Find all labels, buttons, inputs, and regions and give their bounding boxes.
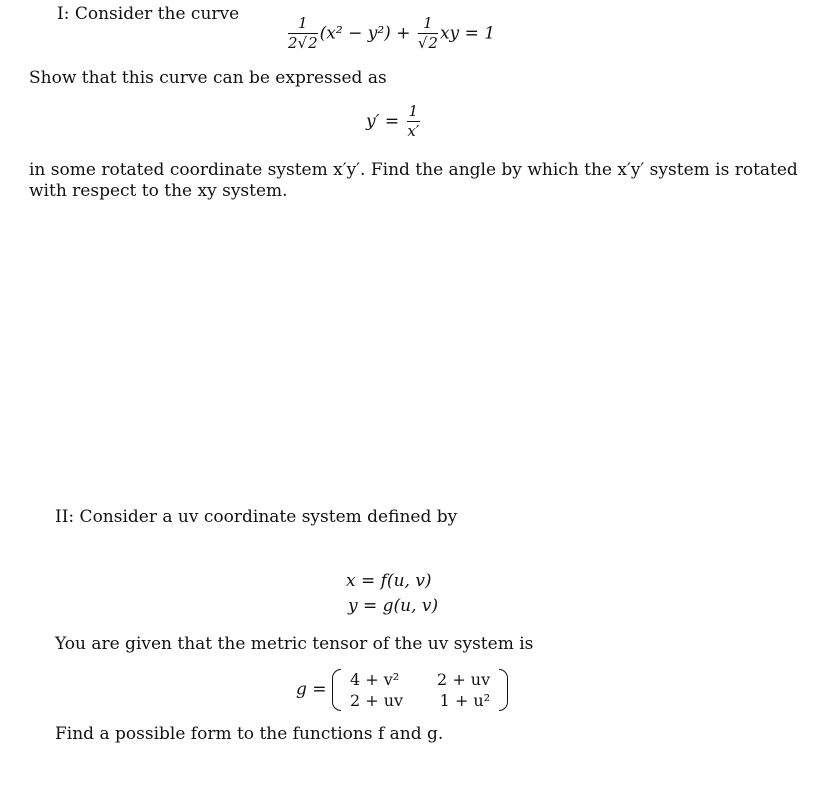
matrix-cell: 2 + uv bbox=[349, 691, 404, 710]
equation-y: y = g(u, v) bbox=[348, 596, 439, 616]
equation-x: x = f(u, v) bbox=[346, 571, 432, 591]
matrix-cell: 1 + u² bbox=[439, 691, 491, 710]
show-text: Show that this curve can be expressed as bbox=[29, 68, 387, 88]
metric-lhs: g = bbox=[296, 679, 327, 700]
question-line-1: in some rotated coordinate system x′y′. Find the angle by which the x′y′ system is rotated bbox=[29, 160, 798, 180]
part1-intro: I: Consider the curve bbox=[57, 4, 240, 24]
result-equation bbox=[366, 104, 422, 140]
metric-equation bbox=[296, 669, 508, 711]
metric-text: You are given that the metric tensor of the uv system is bbox=[55, 634, 534, 654]
part2-intro: II: Consider a uv coordinate system defined by bbox=[55, 507, 458, 527]
matrix-cell: 2 + uv bbox=[437, 670, 491, 689]
part1-equation bbox=[286, 16, 495, 52]
part2-question: Find a possible form to the functions f and g. bbox=[55, 724, 444, 744]
result-lhs: y′ = bbox=[366, 111, 400, 132]
equation-term-product: xy = 1 bbox=[439, 23, 496, 44]
fraction-one-over-two-root-two: $\frac{1}{2√2}$ bbox=[288, 14, 318, 52]
equation-term-difference: (x² − y²) + bbox=[319, 23, 411, 44]
metric-matrix bbox=[332, 669, 508, 711]
fraction-one-over-root-two: $\frac{1}{√2}$ bbox=[417, 14, 438, 52]
question-line-2: with respect to the xy system. bbox=[29, 181, 288, 201]
matrix-cell: 4 + v² bbox=[349, 670, 400, 689]
fraction-one-over-x-prime: $\frac{1}{x'}$ bbox=[407, 102, 420, 140]
